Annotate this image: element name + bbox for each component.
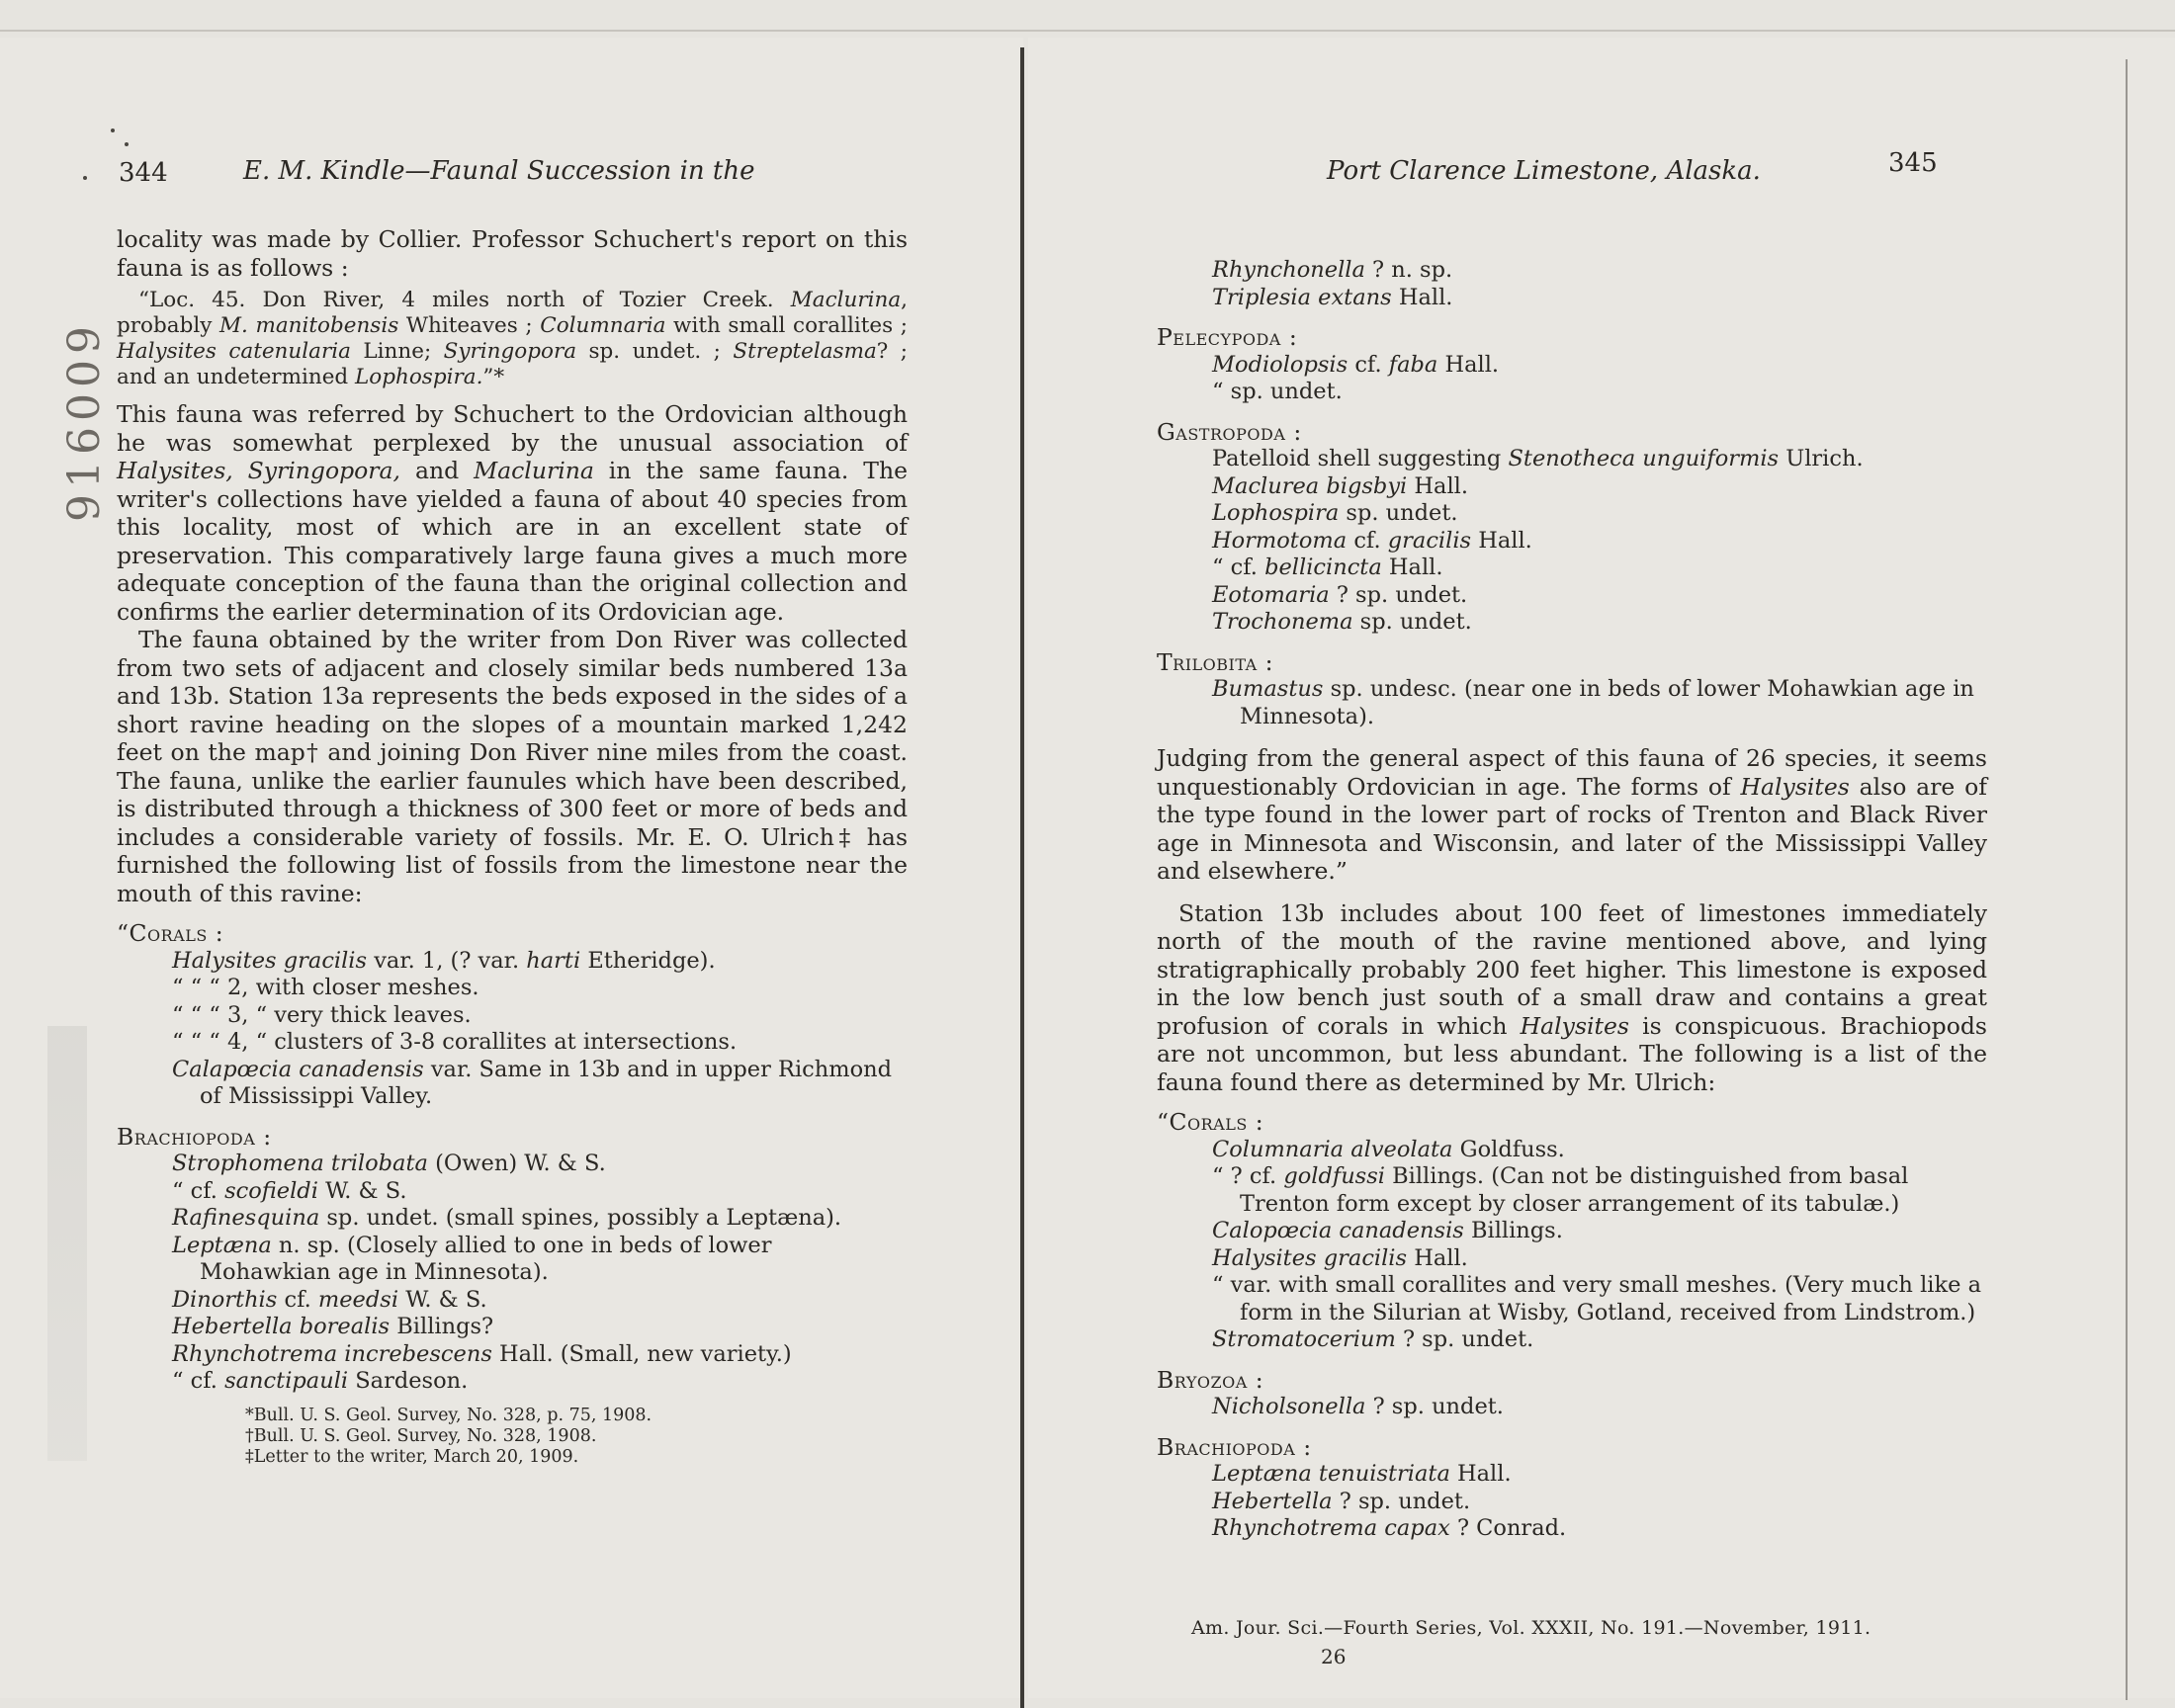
taxon-name: goldfussi	[1283, 1163, 1385, 1189]
list-item	[1157, 473, 1987, 501]
taxon-name: Stenotheca unguiformis	[1508, 446, 1780, 471]
trilobita-list	[1157, 676, 1987, 730]
entry-text: sp. undet.	[1359, 609, 1472, 635]
taxon-name: bellicincta	[1264, 555, 1382, 580]
taxon: Syringopora	[443, 339, 577, 364]
brachiopoda-heading: Brachiopoda :	[117, 1122, 272, 1151]
entry-text: cf.	[284, 1286, 311, 1313]
entry-text: ? Conrad.	[1456, 1515, 1567, 1541]
taxon-name: Leptæna tenuistriata	[1212, 1461, 1450, 1487]
entry-text: Billings?	[396, 1314, 494, 1339]
taxon-name: sanctipauli	[224, 1368, 349, 1394]
entry-text: Hall.	[1414, 1244, 1468, 1271]
taxon-name: Nicholsonella	[1212, 1394, 1366, 1419]
page-top-edge	[0, 30, 2175, 32]
taxon: Streptelasma	[733, 339, 877, 364]
taxon-name: Rafinesquina	[172, 1205, 320, 1231]
library-stamp: 916009	[59, 320, 110, 522]
entry-text: Billings. (Can not be distinguished from basal Trenton form except by closer arrangement of its tabulæ.)	[1240, 1163, 1909, 1217]
entry-text: “ cf.	[1212, 555, 1258, 580]
pelecypoda-list	[1157, 352, 1987, 406]
entry-text: “ cf.	[172, 1177, 218, 1204]
taxon-name: Leptæna	[172, 1232, 272, 1258]
body-text: is conspicuous. Brachiopods are not uncommon, but less abundant. The following is a list of the fauna found there as determined by Mr. Ulrich:	[1157, 1011, 1987, 1096]
quote-text: with small corallites ;	[673, 313, 908, 338]
taxon: M. manitobensis	[218, 313, 399, 338]
signature-mark: 26	[1321, 1645, 1347, 1668]
body-text: This fauna was referred by Schuchert to the Ordovician although he was somewhat perplexed by the unusual association of	[117, 400, 908, 457]
footnote: †Bull. U. S. Geol. Survey, No. 328, 1908.	[245, 1425, 597, 1446]
entry-text: n. sp. (Closely allied to one in beds of lower Mohawkian age in Minnesota).	[200, 1232, 772, 1285]
list-item	[117, 1233, 908, 1287]
quote-text: ? ; and an undetermined	[117, 339, 909, 389]
corals-heading: “Corals :	[117, 919, 224, 947]
entry-text: Etheridge).	[587, 947, 716, 974]
list-item	[1157, 1326, 1987, 1354]
footnote: ‡Letter to the writer, March 20, 1909.	[245, 1446, 579, 1467]
intro-paragraph: locality was made by Collier. Professor Schuchert's report on this fauna is as follows :	[117, 225, 908, 282]
entry-text: “ “ “ 2, with closer meshes.	[172, 975, 479, 1000]
running-head: E. M. Kindle—Faunal Succession in the	[243, 156, 755, 186]
entry-text: Patelloid shell suggesting	[1212, 446, 1502, 471]
list-item	[117, 1368, 908, 1396]
corals-list	[1157, 1137, 1987, 1354]
list-item	[1157, 285, 1987, 312]
entry-text: “ “ “ 3, “ very thick leaves.	[172, 1001, 472, 1028]
list-item	[1157, 582, 1987, 610]
entry-text: var. Same in 13b and in upper Richmond of Mississippi Valley.	[200, 1056, 893, 1109]
paragraph-station-13b	[1157, 899, 1987, 1097]
brachiopoda-list	[1157, 1461, 1987, 1543]
trilobita-heading: Trilobita :	[1157, 647, 1274, 676]
entry-text: W. & S.	[405, 1286, 487, 1313]
quote-text: ”*	[482, 365, 505, 389]
quote-locality: “Loc. 45. Don River, 4 miles north of Tozier Creek.	[138, 288, 774, 312]
entry-text: Ulrich.	[1785, 446, 1864, 471]
entry-text: cf.	[1353, 527, 1381, 554]
taxon: Halysites, Syringopora,	[117, 457, 401, 484]
entry-text: ? sp. undet.	[1336, 581, 1468, 608]
list-item	[1157, 446, 1987, 473]
list-item	[1157, 1272, 1987, 1326]
taxon-name: Rhynchotrema increbescens	[172, 1340, 492, 1367]
paragraph-don-river: The fauna obtained by the writer from Don River was collected from two sets of adjacent and closely similar beds numbered 13a and 13b. Station 13a represents the beds exposed in the sides of a short ravine heading on the slopes of a mountain marked 1,242 feet on the map† and joining Don River nine miles from the coast. The fauna, unlike the earlier faunules which have been described, is distributed through a thickness of 300 feet or more of beds and includes a considerable variety of fossils. Mr. E. O. Ulrich‡ has furnished the following list of fossils from the limestone near the mouth of this ravine:	[117, 626, 908, 907]
page-right-edge	[2126, 59, 2128, 1700]
taxon: Halysites catenularia	[117, 339, 351, 364]
page-number: 344	[119, 158, 168, 188]
list-item	[1157, 609, 1987, 637]
list-item	[1157, 379, 1987, 406]
entry-text: Hall.	[1414, 472, 1468, 499]
taxon: Lophospira.	[355, 365, 483, 389]
list-item	[1157, 1515, 1987, 1543]
taxon-name: Halysites gracilis	[1212, 1244, 1408, 1271]
list-item	[1157, 1218, 1987, 1245]
brachiopoda-list	[117, 1151, 908, 1396]
taxon: Columnaria	[540, 313, 666, 338]
taxon-name: Eotomaria	[1212, 581, 1330, 608]
taxon-name: Rhynchonella	[1212, 257, 1365, 283]
list-item	[1157, 528, 1987, 555]
taxon-name: gracilis	[1387, 527, 1472, 554]
taxon-name: Calopœcia canadensis	[1212, 1218, 1464, 1243]
brachiopoda-heading: Brachiopoda :	[1157, 1432, 1312, 1461]
bryozoa-list	[1157, 1394, 1987, 1421]
corals-list	[117, 948, 908, 1111]
taxon-name: meedsi	[317, 1286, 399, 1313]
list-item	[1157, 257, 1987, 285]
entry-text: Hall.	[1444, 351, 1500, 378]
list-item	[117, 1341, 908, 1369]
quote-text: Linne;	[363, 339, 432, 364]
entry-text: ? sp. undet.	[1372, 1394, 1504, 1419]
taxon-name: faba	[1388, 351, 1438, 378]
taxon-name: Modiolopsis	[1212, 351, 1348, 378]
gastropoda-list	[1157, 446, 1987, 637]
body-text: Judging from the general aspect of this fauna of 26 species, it seems unquestionably Ordovician in age. The forms of	[1157, 744, 1987, 801]
entry-text: ? sp. undet.	[1402, 1326, 1534, 1352]
taxon-name: scofieldi	[224, 1177, 318, 1204]
taxon-name: Halysites gracilis	[172, 947, 368, 974]
quote-text: Whiteaves ;	[405, 313, 533, 338]
taxon-name: Lophospira	[1212, 500, 1340, 526]
entry-text: “ sp. undet.	[1212, 379, 1343, 404]
quote-text: sp. undet. ;	[588, 339, 721, 364]
entry-text: ? sp. undet.	[1339, 1488, 1471, 1514]
list-item	[117, 948, 908, 976]
entry-text: Hall.	[1388, 555, 1443, 580]
journal-citation: Am. Jour. Sci.—Fourth Series, Vol. XXXII, No. 191.—November, 1911.	[1191, 1617, 1871, 1639]
body-text: and	[414, 457, 460, 484]
dust-speck	[125, 142, 129, 146]
entry-text: Hall.	[1457, 1461, 1512, 1487]
list-item	[1157, 1163, 1987, 1218]
list-item	[1157, 1489, 1987, 1516]
entry-text: W. & S.	[325, 1177, 407, 1204]
dust-speck	[111, 128, 115, 132]
left-text-column	[117, 225, 908, 1468]
list-item	[117, 1057, 908, 1111]
entry-text: sp. undet. (small spines, possibly a Leptæna).	[326, 1205, 842, 1231]
entry-text: “ “ “ 4, “ clusters of 3-8 corallites at intersections.	[172, 1029, 738, 1055]
taxon-name: Dinorthis	[172, 1286, 278, 1313]
body-text: also are of the type found in the lower part of rocks of Trenton and Black River age in Minnesota and Wisconsin, and later of the Mississippi Valley and elsewhere.”	[1157, 772, 1987, 885]
taxon: Maclurina	[790, 288, 902, 312]
dust-speck	[83, 176, 87, 180]
top-list	[1157, 257, 1987, 311]
list-item	[117, 1002, 908, 1030]
schuchert-quote	[117, 288, 908, 390]
list-item	[1157, 1461, 1987, 1489]
entry-text: sp. undet.	[1346, 500, 1458, 526]
entry-text: Hall.	[1478, 527, 1532, 554]
bleed-through-mark	[47, 1026, 87, 1461]
right-page	[1028, 38, 2175, 1698]
taxon-name: Rhynchotrema capax	[1212, 1515, 1450, 1541]
taxon-name: Triplesia extans	[1212, 284, 1392, 310]
list-item	[1157, 500, 1987, 528]
right-text-column	[1157, 257, 1987, 1543]
taxon-name: Hormotoma	[1212, 527, 1348, 554]
footnote: *Bull. U. S. Geol. Survey, No. 328, p. 75, 1908.	[245, 1405, 652, 1425]
book-gutter	[1020, 47, 1024, 1708]
taxon-name: Hebertella borealis	[172, 1314, 391, 1339]
entry-text: Billings.	[1470, 1218, 1563, 1243]
list-item	[117, 1178, 908, 1206]
entry-text: Hall. (Small, new variety.)	[499, 1340, 792, 1367]
entry-text: “ cf.	[172, 1368, 218, 1394]
list-item	[1157, 555, 1987, 582]
entry-text: Goldfuss.	[1459, 1136, 1565, 1162]
entry-text: Sardeson.	[355, 1368, 469, 1394]
gastropoda-heading: Gastropoda :	[1157, 417, 1302, 446]
taxon: Halysites	[1520, 1011, 1629, 1040]
taxon-name: Trochonema	[1212, 609, 1353, 635]
body-text: in the same fauna. The writer's collections have yielded a fauna of about 40 species from this locality, most of which are in an excellent state of preservation. This comparatively large fauna gives a much more adequate conception of the fauna than the original collection and confirms the earlier determination of its Ordovician age.	[117, 457, 908, 626]
list-item	[117, 1314, 908, 1341]
list-item	[1157, 676, 1987, 730]
entry-text: sp. undesc. (near one in beds of lower Mohawkian age in Minnesota).	[1240, 676, 1974, 729]
running-head: Port Clarence Limestone, Alaska.	[1327, 156, 1761, 186]
left-page	[0, 38, 1023, 1698]
taxon: Halysites	[1740, 772, 1850, 801]
footnotes	[117, 1406, 908, 1468]
taxon-name: Stromatocerium	[1212, 1326, 1396, 1352]
page-number: 345	[1888, 148, 1938, 178]
pelecypoda-heading: Pelecypoda :	[1157, 323, 1298, 351]
list-item	[1157, 1137, 1987, 1164]
entry-text: Hall.	[1398, 284, 1453, 310]
list-item	[117, 1029, 908, 1057]
paragraph-referred	[117, 400, 908, 626]
taxon-name: Maclurea bigsbyi	[1212, 472, 1408, 499]
taxon-name: Calapœcia canadensis	[172, 1056, 424, 1082]
taxon-name: Hebertella	[1212, 1488, 1333, 1514]
quote-text: , probably	[117, 288, 908, 338]
body-text: Station 13b includes about 100 feet of limestones immediately north of the mouth of the ravine mentioned above, and lying stratigraphically probably 200 feet higher. This limestone is exposed in the low bench just south of a small draw and contains a great profusion of corals in which	[1157, 898, 1987, 1040]
entry-text: “ ? cf.	[1212, 1163, 1277, 1189]
list-item	[117, 975, 908, 1002]
list-item	[1157, 352, 1987, 380]
list-item	[1157, 1394, 1987, 1421]
bryozoa-heading: Bryozoa :	[1157, 1365, 1264, 1394]
taxon: Maclurina	[474, 457, 594, 484]
corals-heading: “Corals :	[1157, 1108, 1264, 1136]
entry-text: (Owen) W. & S.	[435, 1151, 606, 1176]
taxon-name: Strophomena trilobata	[172, 1151, 428, 1176]
entry-text: var. 1, (? var.	[374, 947, 520, 974]
entry-text: “ var. with small corallites and very small meshes. (Very much like a form in the Silurian at Wisby, Gotland, received from Lindstrom.)	[1212, 1272, 1981, 1325]
entry-text: cf.	[1354, 351, 1382, 378]
list-item	[1157, 1245, 1987, 1273]
paragraph-judging	[1157, 744, 1987, 886]
taxon-name: harti	[526, 947, 581, 974]
taxon-name: Bumastus	[1212, 676, 1324, 702]
list-item	[117, 1287, 908, 1315]
list-item	[117, 1205, 908, 1233]
taxon-name: Columnaria alveolata	[1212, 1136, 1453, 1162]
entry-text: ? n. sp.	[1372, 257, 1453, 283]
list-item	[117, 1151, 908, 1178]
